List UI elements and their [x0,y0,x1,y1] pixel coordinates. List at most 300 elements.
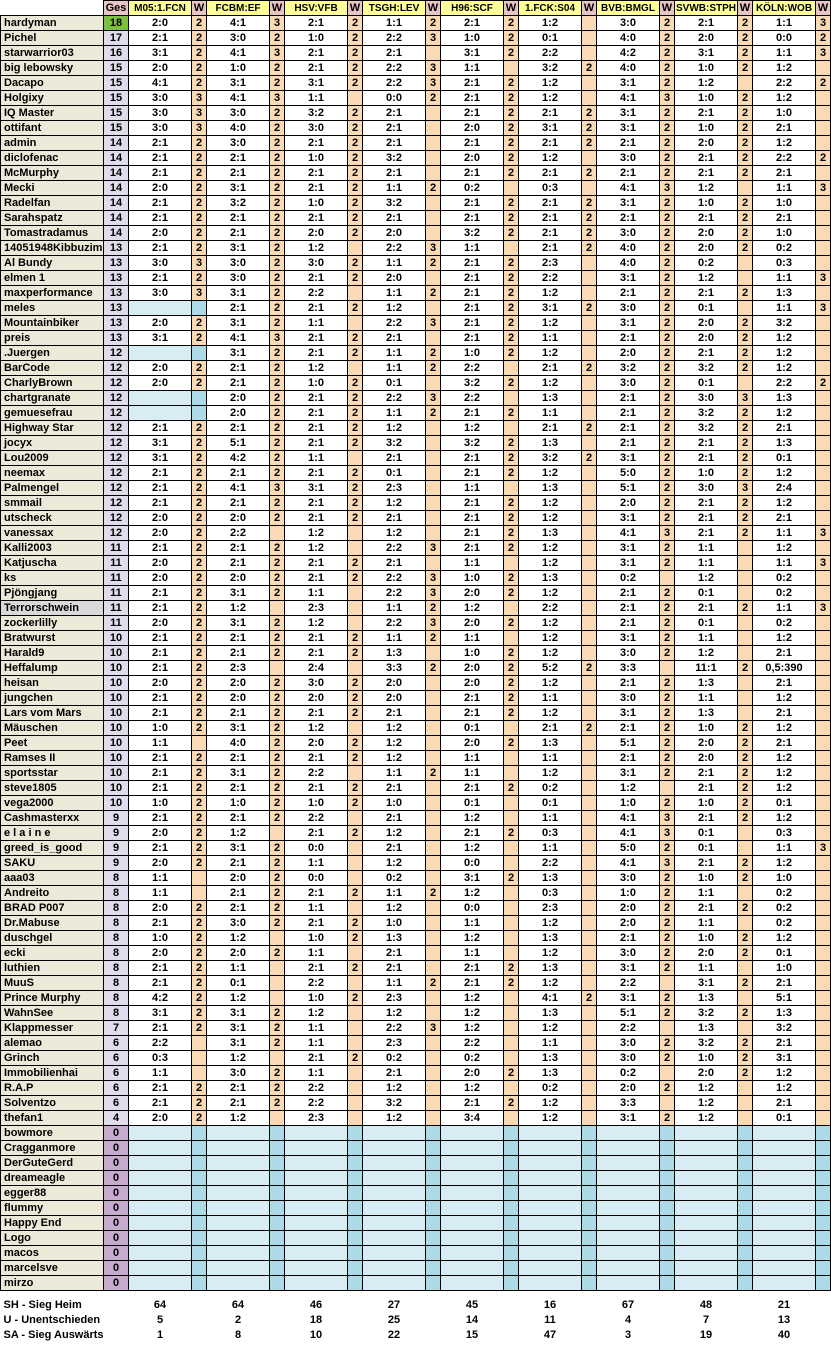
prediction-cell[interactable]: 2:1 [207,556,270,571]
prediction-cell[interactable] [207,1156,270,1171]
prediction-cell[interactable]: 0:1 [753,796,816,811]
prediction-cell[interactable]: 1:1 [129,886,192,901]
points-cell[interactable]: 2 [270,721,285,736]
points-cell[interactable]: 3 [738,391,753,406]
points-cell[interactable]: 3 [660,811,675,826]
points-cell[interactable]: 2 [348,556,363,571]
prediction-cell[interactable] [519,1201,582,1216]
prediction-cell[interactable]: 1:3 [675,676,738,691]
points-cell[interactable]: 2 [192,991,207,1006]
points-cell[interactable] [504,421,519,436]
points-cell[interactable]: 3 [816,526,831,541]
total-points-cell[interactable]: 10 [104,661,129,676]
points-cell[interactable]: 3 [192,256,207,271]
points-cell[interactable]: 2 [582,451,597,466]
points-cell[interactable]: 2 [738,406,753,421]
prediction-cell[interactable]: 2:2 [753,376,816,391]
prediction-cell[interactable] [597,1141,660,1156]
points-cell[interactable]: 2 [660,1111,675,1126]
points-cell[interactable]: 2 [504,526,519,541]
prediction-cell[interactable]: 2:1 [753,211,816,226]
prediction-cell[interactable]: 1:1 [363,631,426,646]
total-points-cell[interactable]: 0 [104,1276,129,1291]
prediction-cell[interactable]: 2:2 [363,616,426,631]
prediction-cell[interactable]: 0:2 [441,181,504,196]
points-cell[interactable]: 2 [270,1006,285,1021]
points-cell[interactable]: 2 [738,46,753,61]
prediction-cell[interactable]: 0:3 [753,826,816,841]
points-cell[interactable]: 2 [426,181,441,196]
points-cell[interactable]: 2 [192,811,207,826]
prediction-cell[interactable]: 2:1 [207,301,270,316]
points-cell[interactable] [816,646,831,661]
total-points-cell[interactable]: 13 [104,286,129,301]
points-cell[interactable] [660,1276,675,1291]
total-points-cell[interactable]: 13 [104,331,129,346]
prediction-cell[interactable]: 2:1 [129,136,192,151]
points-cell[interactable]: 2 [270,211,285,226]
prediction-cell[interactable]: 4:1 [597,91,660,106]
points-cell[interactable] [504,1276,519,1291]
prediction-cell[interactable]: 2:1 [129,211,192,226]
points-cell[interactable]: 2 [348,406,363,421]
points-cell[interactable]: 3 [426,31,441,46]
prediction-cell[interactable]: 2:1 [207,541,270,556]
player-name-cell[interactable]: hardyman [1,16,104,31]
prediction-cell[interactable]: 0:1 [363,376,426,391]
points-cell[interactable]: 3 [816,16,831,31]
points-cell[interactable]: 2 [270,226,285,241]
points-cell[interactable]: 2 [192,931,207,946]
prediction-cell[interactable]: 3:1 [207,616,270,631]
match-column-header[interactable]: HSV:VFB [285,1,348,16]
points-cell[interactable]: 2 [192,766,207,781]
points-cell[interactable]: 2 [192,1096,207,1111]
points-cell[interactable] [504,991,519,1006]
points-cell[interactable] [426,901,441,916]
prediction-cell[interactable]: 3:0 [285,676,348,691]
prediction-cell[interactable] [363,1201,426,1216]
prediction-cell[interactable] [285,1156,348,1171]
points-cell[interactable]: 2 [738,196,753,211]
prediction-cell[interactable]: 1:1 [519,1036,582,1051]
prediction-cell[interactable]: 1:1 [363,406,426,421]
points-cell[interactable]: 2 [270,781,285,796]
points-cell[interactable] [816,1051,831,1066]
prediction-cell[interactable]: 1:2 [753,346,816,361]
total-points-cell[interactable]: 12 [104,481,129,496]
points-cell[interactable] [426,136,441,151]
points-cell[interactable] [192,871,207,886]
prediction-cell[interactable] [129,1216,192,1231]
prediction-cell[interactable]: 1:2 [753,721,816,736]
points-cell[interactable]: 2 [738,466,753,481]
points-cell[interactable] [192,406,207,421]
points-cell[interactable] [738,1261,753,1276]
prediction-cell[interactable]: 1:3 [675,1021,738,1036]
prediction-cell[interactable] [675,1186,738,1201]
points-cell[interactable]: 2 [660,226,675,241]
points-cell[interactable] [660,1066,675,1081]
prediction-cell[interactable]: 2:2 [519,271,582,286]
prediction-cell[interactable]: 4:1 [519,991,582,1006]
player-name-cell[interactable]: CharlyBrown [1,376,104,391]
prediction-cell[interactable]: 1:3 [519,1051,582,1066]
prediction-cell[interactable]: 5:0 [597,841,660,856]
prediction-cell[interactable]: 0,5:390 [753,661,816,676]
total-points-cell[interactable]: 12 [104,346,129,361]
points-cell[interactable]: 2 [192,46,207,61]
prediction-cell[interactable]: 1:0 [363,916,426,931]
prediction-cell[interactable]: 0:2 [441,1051,504,1066]
points-cell[interactable] [348,976,363,991]
prediction-cell[interactable] [207,1231,270,1246]
prediction-cell[interactable]: 1:2 [363,526,426,541]
points-cell[interactable] [192,1216,207,1231]
points-cell[interactable] [816,1246,831,1261]
points-cell[interactable]: 2 [348,31,363,46]
points-cell[interactable] [426,1141,441,1156]
prediction-cell[interactable]: 1:1 [363,886,426,901]
points-cell[interactable] [816,691,831,706]
points-cell[interactable]: 2 [738,601,753,616]
match-column-header[interactable]: BVB:BMGL [597,1,660,16]
prediction-cell[interactable]: 1:0 [285,196,348,211]
points-cell[interactable] [426,331,441,346]
prediction-cell[interactable]: 0:1 [207,976,270,991]
total-points-cell[interactable]: 6 [104,1066,129,1081]
prediction-cell[interactable]: 0:2 [753,571,816,586]
points-cell[interactable] [738,1141,753,1156]
points-cell[interactable]: 2 [270,541,285,556]
points-cell[interactable] [426,436,441,451]
player-name-cell[interactable]: McMurphy [1,166,104,181]
player-name-cell[interactable]: ecki [1,946,104,961]
prediction-cell[interactable]: 3:0 [597,1036,660,1051]
player-name-cell[interactable]: steve1805 [1,781,104,796]
points-cell[interactable]: 2 [426,976,441,991]
prediction-cell[interactable]: 2:0 [129,856,192,871]
prediction-cell[interactable]: 1:1 [363,16,426,31]
prediction-cell[interactable]: 2:1 [129,706,192,721]
prediction-cell[interactable]: 3:2 [597,361,660,376]
points-cell[interactable]: 2 [348,211,363,226]
prediction-cell[interactable]: 2:1 [363,331,426,346]
player-name-cell[interactable]: Lars vom Mars [1,706,104,721]
prediction-cell[interactable]: 1:2 [519,76,582,91]
prediction-cell[interactable]: 2:1 [363,811,426,826]
points-cell[interactable] [816,1171,831,1186]
points-cell[interactable] [582,766,597,781]
points-cell[interactable] [348,1186,363,1201]
prediction-cell[interactable]: 0:1 [675,616,738,631]
points-cell[interactable] [426,466,441,481]
points-cell[interactable]: 2 [504,31,519,46]
prediction-cell[interactable]: 1:1 [519,331,582,346]
prediction-cell[interactable]: 1:1 [753,301,816,316]
prediction-cell[interactable]: 1:2 [675,1111,738,1126]
prediction-cell[interactable]: 2:2 [285,286,348,301]
points-cell[interactable]: 2 [270,796,285,811]
points-cell[interactable] [738,1126,753,1141]
prediction-cell[interactable]: 2:0 [675,136,738,151]
points-cell[interactable]: 2 [192,586,207,601]
prediction-cell[interactable]: 1:0 [675,91,738,106]
points-cell[interactable]: 2 [660,901,675,916]
prediction-cell[interactable]: 2:2 [285,811,348,826]
prediction-cell[interactable]: 2:2 [441,1036,504,1051]
prediction-cell[interactable]: 2:1 [285,466,348,481]
prediction-cell[interactable] [285,1261,348,1276]
prediction-cell[interactable]: 1:2 [441,1006,504,1021]
prediction-cell[interactable]: 2:1 [207,166,270,181]
points-cell[interactable]: 2 [504,466,519,481]
prediction-cell[interactable]: 0:2 [753,916,816,931]
prediction-cell[interactable]: 1:2 [519,646,582,661]
points-cell[interactable] [504,1021,519,1036]
prediction-cell[interactable]: 1:1 [675,886,738,901]
prediction-cell[interactable]: 2:2 [363,61,426,76]
points-cell[interactable]: 2 [582,211,597,226]
prediction-cell[interactable]: 3:0 [675,481,738,496]
prediction-cell[interactable]: 2:1 [285,16,348,31]
player-name-cell[interactable]: Andreito [1,886,104,901]
points-cell[interactable]: 2 [660,541,675,556]
total-points-cell[interactable]: 12 [104,376,129,391]
total-points-cell[interactable]: 6 [104,1096,129,1111]
points-cell[interactable]: 2 [738,166,753,181]
points-cell[interactable]: 2 [270,676,285,691]
prediction-cell[interactable]: 2:0 [675,751,738,766]
points-cell[interactable]: 2 [348,781,363,796]
prediction-cell[interactable]: 2:1 [441,211,504,226]
points-cell[interactable]: 2 [738,226,753,241]
prediction-cell[interactable]: 3:2 [285,106,348,121]
points-cell[interactable] [270,991,285,1006]
prediction-cell[interactable]: 2:0 [129,556,192,571]
prediction-cell[interactable]: 3:1 [207,1036,270,1051]
prediction-cell[interactable]: 2:1 [519,166,582,181]
player-name-cell[interactable]: Dacapo [1,76,104,91]
points-cell[interactable] [504,1036,519,1051]
points-cell[interactable]: 2 [738,316,753,331]
match-column-header[interactable]: 1.FCK:S04 [519,1,582,16]
prediction-cell[interactable] [597,1216,660,1231]
points-cell[interactable]: 2 [582,661,597,676]
prediction-cell[interactable]: 1:1 [285,856,348,871]
prediction-cell[interactable] [597,1201,660,1216]
points-cell[interactable]: 2 [660,451,675,466]
prediction-cell[interactable]: 1:3 [519,391,582,406]
points-cell[interactable] [582,706,597,721]
points-cell[interactable] [504,1216,519,1231]
prediction-cell[interactable]: 1:2 [519,766,582,781]
prediction-cell[interactable]: 3:1 [597,706,660,721]
prediction-cell[interactable] [441,1156,504,1171]
points-cell[interactable]: 2 [192,466,207,481]
points-cell[interactable] [348,1171,363,1186]
points-cell[interactable]: 2 [270,361,285,376]
prediction-cell[interactable] [129,1126,192,1141]
prediction-cell[interactable]: 2:2 [285,766,348,781]
points-cell[interactable] [660,1186,675,1201]
total-points-cell[interactable]: 12 [104,391,129,406]
points-cell[interactable] [582,1231,597,1246]
prediction-cell[interactable]: 3:0 [207,106,270,121]
points-cell[interactable] [738,1171,753,1186]
points-cell[interactable]: 2 [192,61,207,76]
total-points-cell[interactable]: 12 [104,361,129,376]
points-cell[interactable]: 3 [816,301,831,316]
points-cell[interactable]: 2 [270,466,285,481]
prediction-cell[interactable]: 2:1 [441,691,504,706]
prediction-cell[interactable]: 3:1 [597,991,660,1006]
points-cell[interactable]: 2 [504,436,519,451]
prediction-cell[interactable]: 2:2 [285,976,348,991]
total-points-cell[interactable]: 12 [104,496,129,511]
points-cell[interactable] [816,1006,831,1021]
points-cell[interactable]: 2 [660,211,675,226]
prediction-cell[interactable]: 3:1 [441,46,504,61]
points-cell[interactable]: 2 [270,241,285,256]
points-cell[interactable] [582,16,597,31]
prediction-cell[interactable]: 2:4 [753,481,816,496]
prediction-cell[interactable]: 2:1 [597,331,660,346]
total-points-cell[interactable]: 8 [104,901,129,916]
prediction-cell[interactable]: 2:1 [129,1021,192,1036]
match-column-header[interactable]: H96:SCF [441,1,504,16]
points-cell[interactable] [738,646,753,661]
points-cell[interactable] [270,1051,285,1066]
player-name-cell[interactable]: elmen 1 [1,271,104,286]
prediction-cell[interactable]: 1:0 [675,871,738,886]
points-cell[interactable]: 2 [192,541,207,556]
points-cell[interactable]: 2 [192,616,207,631]
points-cell[interactable] [192,1051,207,1066]
prediction-cell[interactable]: 1:1 [519,406,582,421]
points-cell[interactable] [504,931,519,946]
points-cell[interactable]: 2 [660,121,675,136]
prediction-cell[interactable]: 1:2 [441,811,504,826]
prediction-cell[interactable]: 2:1 [129,976,192,991]
points-cell[interactable]: 2 [738,346,753,361]
points-cell[interactable] [504,556,519,571]
points-cell[interactable] [660,1246,675,1261]
points-cell[interactable] [348,1066,363,1081]
points-cell[interactable] [660,1156,675,1171]
prediction-cell[interactable]: 0:1 [441,796,504,811]
points-cell[interactable] [816,1231,831,1246]
points-cell[interactable] [816,571,831,586]
points-cell[interactable] [504,1141,519,1156]
player-name-cell[interactable]: marcelsve [1,1261,104,1276]
prediction-cell[interactable]: 1:1 [129,871,192,886]
prediction-cell[interactable]: 2:1 [129,496,192,511]
prediction-cell[interactable]: 1:3 [363,931,426,946]
points-cell[interactable]: 2 [582,421,597,436]
prediction-cell[interactable]: 3:1 [207,586,270,601]
points-cell[interactable] [504,901,519,916]
points-cell[interactable]: 2 [270,31,285,46]
prediction-cell[interactable]: 1:0 [675,796,738,811]
points-cell[interactable] [816,436,831,451]
points-cell[interactable]: 2 [348,676,363,691]
points-cell[interactable]: 2 [192,361,207,376]
points-cell[interactable]: 2 [738,811,753,826]
points-cell[interactable] [270,1156,285,1171]
points-cell[interactable] [270,1111,285,1126]
points-cell[interactable] [816,166,831,181]
points-cell[interactable] [738,1201,753,1216]
prediction-cell[interactable]: 2:1 [753,646,816,661]
points-cell[interactable]: 2 [504,661,519,676]
player-name-cell[interactable]: aaa03 [1,871,104,886]
points-cell[interactable]: 2 [192,181,207,196]
prediction-cell[interactable]: 3:1 [597,766,660,781]
points-cell[interactable]: 2 [738,901,753,916]
prediction-cell[interactable]: 3:0 [597,16,660,31]
prediction-cell[interactable]: 4:1 [597,856,660,871]
points-cell[interactable]: 2 [192,496,207,511]
prediction-cell[interactable]: 2:1 [441,256,504,271]
prediction-cell[interactable]: 1:2 [441,1021,504,1036]
points-cell[interactable] [270,1186,285,1201]
points-cell[interactable]: 2 [270,886,285,901]
total-points-cell[interactable]: 13 [104,301,129,316]
prediction-cell[interactable] [597,1231,660,1246]
prediction-cell[interactable] [285,1231,348,1246]
player-name-cell[interactable]: big lebowsky [1,61,104,76]
prediction-cell[interactable]: 2:1 [675,451,738,466]
points-cell[interactable]: 2 [660,751,675,766]
prediction-cell[interactable]: 2:1 [597,436,660,451]
prediction-cell[interactable]: 5:1 [597,736,660,751]
points-cell[interactable] [348,871,363,886]
points-cell[interactable] [426,106,441,121]
points-cell[interactable]: 2 [738,91,753,106]
points-cell[interactable]: 2 [270,346,285,361]
points-cell[interactable] [270,601,285,616]
points-cell[interactable] [582,691,597,706]
points-cell[interactable]: 2 [348,466,363,481]
prediction-cell[interactable] [753,1246,816,1261]
points-cell[interactable]: 2 [738,361,753,376]
points-cell[interactable]: 2 [660,136,675,151]
points-cell[interactable] [582,76,597,91]
points-cell[interactable] [660,1231,675,1246]
points-cell[interactable] [426,706,441,721]
points-cell[interactable] [192,301,207,316]
prediction-cell[interactable]: 2:2 [363,316,426,331]
points-cell[interactable]: 2 [582,721,597,736]
prediction-cell[interactable]: 1:2 [519,1021,582,1036]
points-cell[interactable] [270,526,285,541]
prediction-cell[interactable]: 1:0 [207,796,270,811]
points-cell[interactable]: 2 [192,196,207,211]
prediction-cell[interactable]: 2:1 [519,196,582,211]
points-cell[interactable]: 2 [738,31,753,46]
points-cell[interactable]: 2 [348,736,363,751]
prediction-cell[interactable]: 1:0 [753,871,816,886]
points-cell[interactable]: 2 [348,646,363,661]
prediction-cell[interactable]: 1:1 [753,526,816,541]
player-name-cell[interactable]: Highway Star [1,421,104,436]
prediction-cell[interactable]: 2:1 [441,961,504,976]
prediction-cell[interactable]: 1:1 [441,631,504,646]
points-cell[interactable] [348,946,363,961]
points-cell[interactable]: 2 [348,376,363,391]
prediction-cell[interactable] [519,1186,582,1201]
